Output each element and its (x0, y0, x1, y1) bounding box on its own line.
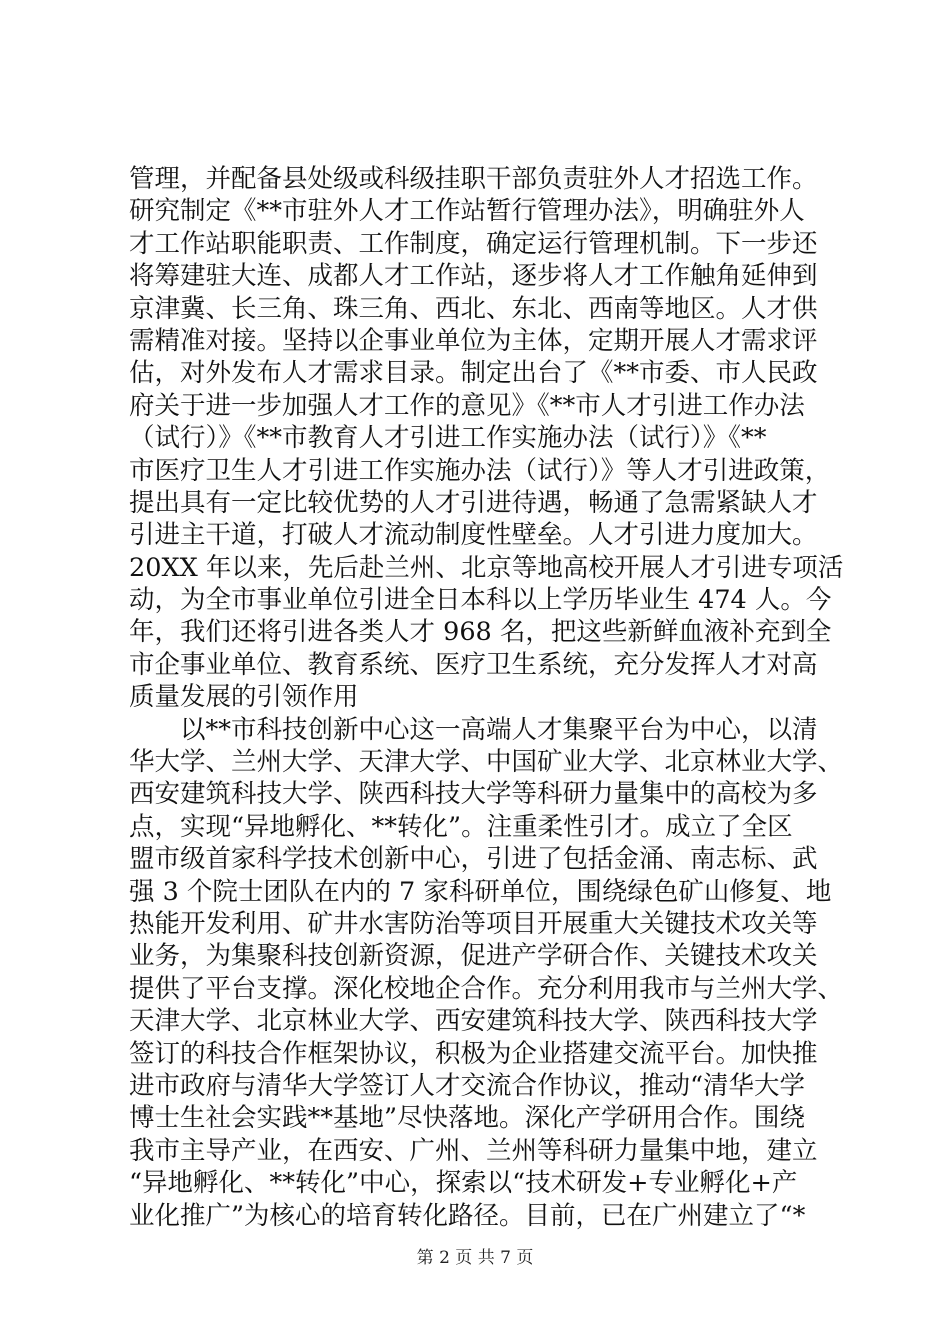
text-line: 需精准对接。坚持以企事业单位为主体，定期开展人才需求评 (129, 325, 818, 356)
text-line: 将筹建驻大连、成都人才工作站，逐步将人才工作触角延伸到 (129, 261, 818, 292)
text-line: “异地孵化、**转化”中心，探索以“技术研发+专业孵化+产 (129, 1168, 798, 1199)
text-line: 我市主导产业，在西安、广州、兰州等科研力量集中地，建立 (129, 1135, 818, 1166)
text-line: 强 3 个院士团队在内的 7 家科研单位，围绕绿色矿山修复、地 (129, 876, 832, 907)
text-line: 年，我们还将引进各类人才 968 名，把这些新鲜血液补充到全 (129, 617, 832, 648)
text-line: 签订的科技合作框架协议，积极为企业搭建交流平台。加快推 (129, 1038, 818, 1069)
text-line: 热能开发利用、矿井水害防治等项目开展重大关键技术攻关等 (129, 908, 818, 939)
text-line: 华大学、兰州大学、天津大学、中国矿业大学、北京林业大学、 (129, 747, 844, 778)
text-line: 20XX 年以来，先后赴兰州、北京等地高校开展人才引进专项活 (129, 552, 844, 583)
body-text (129, 163, 844, 1232)
text-line: 提出具有一定比较优势的人才引进待遇，畅通了急需紧缺人才 (129, 487, 818, 518)
text-line: 研究制定《**市驻外人才工作站暂行管理办法》，明确驻外人 (129, 196, 805, 227)
text-line: 点，实现“异地孵化、**转化”。注重柔性引才。成立了全区 (129, 811, 793, 842)
text-line: 府关于进一步加强人才工作的意见》《**市人才引进工作办法 (129, 390, 805, 421)
text-line: 质量发展的引领作用 (129, 682, 359, 713)
page-footer: 第 2 页 共 7 页 (416, 1248, 534, 1268)
text-line: 京津冀、长三角、珠三角、西北、东北、西南等地区。人才供 (129, 293, 818, 324)
text-line: （试行）》《**市教育人才引进工作实施办法（试行）》《** (129, 423, 767, 454)
text-line: 市企事业单位、教育系统、医疗卫生系统，充分发挥人才对高 (129, 649, 818, 680)
text-line: 管理，并配备县处级或科级挂职干部负责驻外人才招选工作。 (129, 164, 818, 194)
text-line: 盟市级首家科学技术创新中心，引进了包括金涌、南志标、武 (129, 844, 818, 875)
text-line: 提供了平台支撑。深化校地企合作。充分利用我市与兰州大学、 (129, 973, 844, 1004)
text-line: 市医疗卫生人才引进工作实施办法（试行）》等人才引进政策， (129, 455, 831, 486)
text-line: 天津大学、北京林业大学、西安建筑科技大学、陕西科技大学 (129, 1006, 818, 1037)
text-line: 估，对外发布人才需求目录。制定出台了《**市委、市人民政 (129, 358, 818, 389)
text-line: 博士生社会实践**基地”尽快落地。深化产学研用合作。围绕 (129, 1103, 806, 1134)
text-line: 业务，为集聚科技创新资源，促进产学研合作、关键技术攻关 (129, 941, 818, 972)
text-line: 进市政府与清华大学签订人才交流合作协议，推动“清华大学 (129, 1070, 806, 1101)
text-line: 才工作站职能职责、工作制度，确定运行管理机制。下一步还 (129, 228, 818, 259)
text-line: 西安建筑科技大学、陕西科技大学等科研力量集中的高校为多 (129, 779, 818, 810)
text-line: 业化推广”为核心的培育转化路径。目前，已在广州建立了“* (129, 1200, 806, 1231)
text-line: 引进主干道，打破人才流动制度性壁垒。人才引进力度加大。 (129, 520, 818, 551)
text-line: 动，为全市事业单位引进全日本科以上学历毕业生 474 人。今 (129, 585, 832, 616)
paragraph-start-line: 以**市科技创新中心这一高端人才集聚平台为中心，以清 (180, 714, 818, 745)
